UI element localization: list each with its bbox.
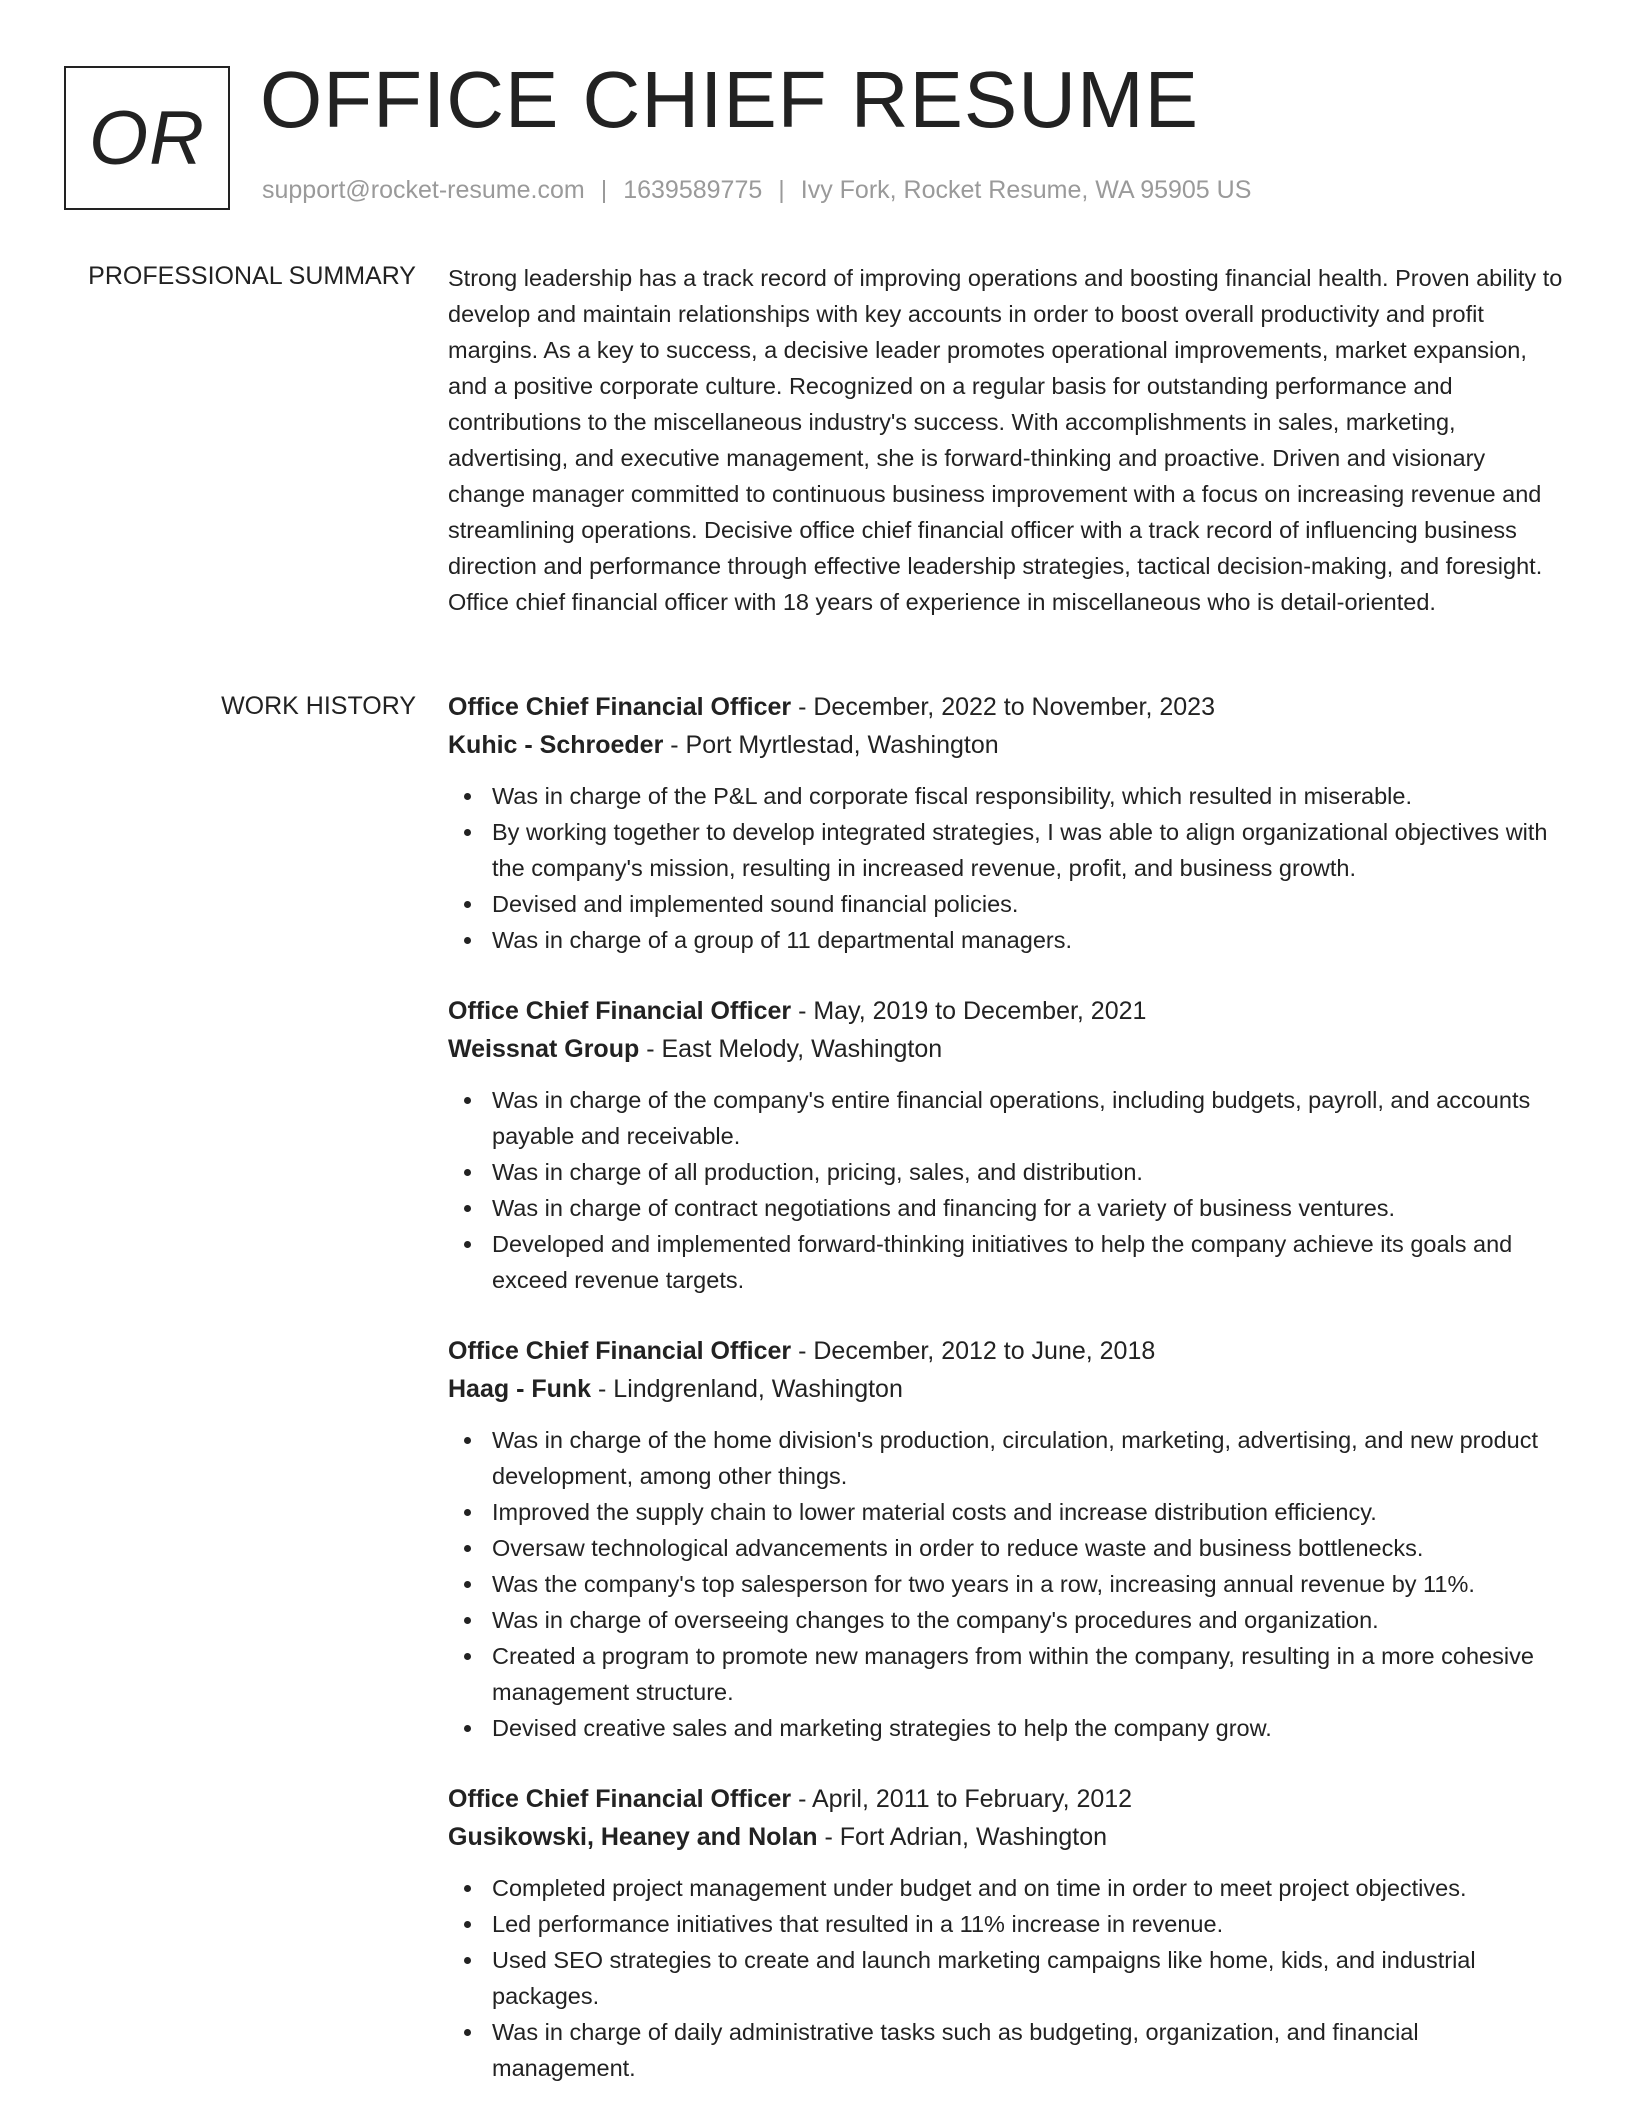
job-entry <box>448 992 1568 1298</box>
job-bullet: Developed and implemented forward-thinking initiatives to help the company achieve its goals and exceed revenue targets. <box>448 1226 1568 1298</box>
job-bullet: Used SEO strategies to create and launch marketing campaigns like home, kids, and industrial packages. <box>448 1942 1568 2014</box>
job-bullet: Was in charge of the company's entire financial operations, including budgets, payroll, and accounts payable and receivable. <box>448 1082 1568 1154</box>
job-entry <box>448 1780 1568 2086</box>
job-entry <box>448 688 1568 958</box>
job-company-line <box>448 1818 1568 1856</box>
job-title-line <box>448 1780 1568 1818</box>
job-bullet: Completed project management under budget and on time in order to meet project objectives. <box>448 1870 1568 1906</box>
job-bullet: Was in charge of a group of 11 departmental managers. <box>448 922 1568 958</box>
job-location: - Fort Adrian, Washington <box>817 1823 1108 1851</box>
job-entry <box>448 1332 1568 1746</box>
job-bullet: By working together to develop integrated strategies, I was able to align organizational objectives with the company's mission, resulting in increased revenue, profit, and business growth. <box>448 814 1568 886</box>
summary-body <box>448 260 1568 620</box>
job-bullet: Was in charge of the home division's production, circulation, marketing, advertising, and new product development, among other things. <box>448 1422 1568 1494</box>
job-bullet: Devised creative sales and marketing strategies to help the company grow. <box>448 1710 1568 1746</box>
section-heading-summary: PROFESSIONAL SUMMARY <box>88 262 416 290</box>
job-company: Weissnat Group <box>448 1035 640 1063</box>
monogram-box <box>64 66 230 210</box>
contact-email[interactable]: support@rocket-resume.com <box>262 176 585 204</box>
monogram-initials: OR <box>89 95 205 181</box>
job-company-line <box>448 1030 1568 1068</box>
job-bullet: Devised and implemented sound financial policies. <box>448 886 1568 922</box>
job-company: Kuhic - Schroeder <box>448 731 664 759</box>
job-title-line <box>448 992 1568 1030</box>
job-company: Gusikowski, Heaney and Nolan <box>448 1823 818 1851</box>
resume-name: OFFICE CHIEF RESUME <box>260 55 1200 144</box>
job-company-line <box>448 726 1568 764</box>
job-bullet: Oversaw technological advancements in order to reduce waste and business bottlenecks. <box>448 1530 1568 1566</box>
job-title: Office Chief Financial Officer <box>448 1337 792 1365</box>
job-bullet-list <box>448 1082 1568 1298</box>
job-bullet-list <box>448 1870 1568 2086</box>
job-title-line <box>448 1332 1568 1370</box>
job-bullet-list <box>448 1422 1568 1746</box>
summary-text: Strong leadership has a track record of improving operations and boosting financial health. Proven ability to develop and maintain relationships with key accounts in order to boost overall productivity and profit margins. As a key to success, a decisive leader promotes operational improvements, market expansion, and a positive corporate culture. Recognized on a regular basis for outstanding performance and contributions to the miscellaneous industry's success. With accomplishments in sales, marketing, advertising, and executive management, she is forward-thinking and proactive. Driven and visionary change manager committed to continuous business improvement with a focus on increasing revenue and streamlining operations. Decisive office chief financial officer with a track record of influencing business direction and performance through effective leadership strategies, tactical decision-making, and foresight. Office chief financial officer with 18 years of experience in miscellaneous who is detail-oriented. <box>448 265 1563 615</box>
job-title: Office Chief Financial Officer <box>448 693 792 721</box>
job-bullet: Was in charge of all production, pricing, sales, and distribution. <box>448 1154 1568 1190</box>
work-history-body <box>448 688 1568 2112</box>
job-bullet: Was the company's top salesperson for two years in a row, increasing annual revenue by 11%. <box>448 1566 1568 1602</box>
job-company-line <box>448 1370 1568 1408</box>
contact-separator: | <box>600 176 608 204</box>
job-company: Haag - Funk <box>448 1375 592 1403</box>
job-dates: - December, 2012 to June, 2018 <box>791 1337 1156 1365</box>
job-location: - Port Myrtlestad, Washington <box>663 731 999 759</box>
job-title: Office Chief Financial Officer <box>448 997 792 1025</box>
job-title-line <box>448 688 1568 726</box>
contact-separator: | <box>778 176 785 204</box>
job-location: - Lindgrenland, Washington <box>591 1375 903 1403</box>
job-bullet: Was in charge of the P&L and corporate fiscal responsibility, which resulted in miserable. <box>448 778 1568 814</box>
job-dates: - May, 2019 to December, 2021 <box>791 997 1147 1025</box>
contact-address: Ivy Fork, Rocket Resume, WA 95905 US <box>800 176 1252 204</box>
job-bullet: Created a program to promote new managers from within the company, resulting in a more cohesive management structure. <box>448 1638 1568 1710</box>
section-heading-work-history: WORK HISTORY <box>221 692 416 720</box>
job-bullet: Led performance initiatives that resulted in a 11% increase in revenue. <box>448 1906 1568 1942</box>
job-bullet: Improved the supply chain to lower material costs and increase distribution efficiency. <box>448 1494 1568 1530</box>
job-location: - East Melody, Washington <box>639 1035 943 1063</box>
job-bullet: Was in charge of daily administrative tasks such as budgeting, organization, and financial management. <box>448 2014 1568 2086</box>
contact-line <box>262 176 1251 205</box>
job-bullet: Was in charge of overseeing changes to the company's procedures and organization. <box>448 1602 1568 1638</box>
job-title: Office Chief Financial Officer <box>448 1785 792 1813</box>
job-dates: - April, 2011 to February, 2012 <box>791 1785 1133 1813</box>
job-bullet: Was in charge of contract negotiations and financing for a variety of business ventures. <box>448 1190 1568 1226</box>
job-dates: - December, 2022 to November, 2023 <box>791 693 1215 721</box>
job-bullet-list <box>448 778 1568 958</box>
contact-phone[interactable]: 1639589775 <box>623 176 763 204</box>
